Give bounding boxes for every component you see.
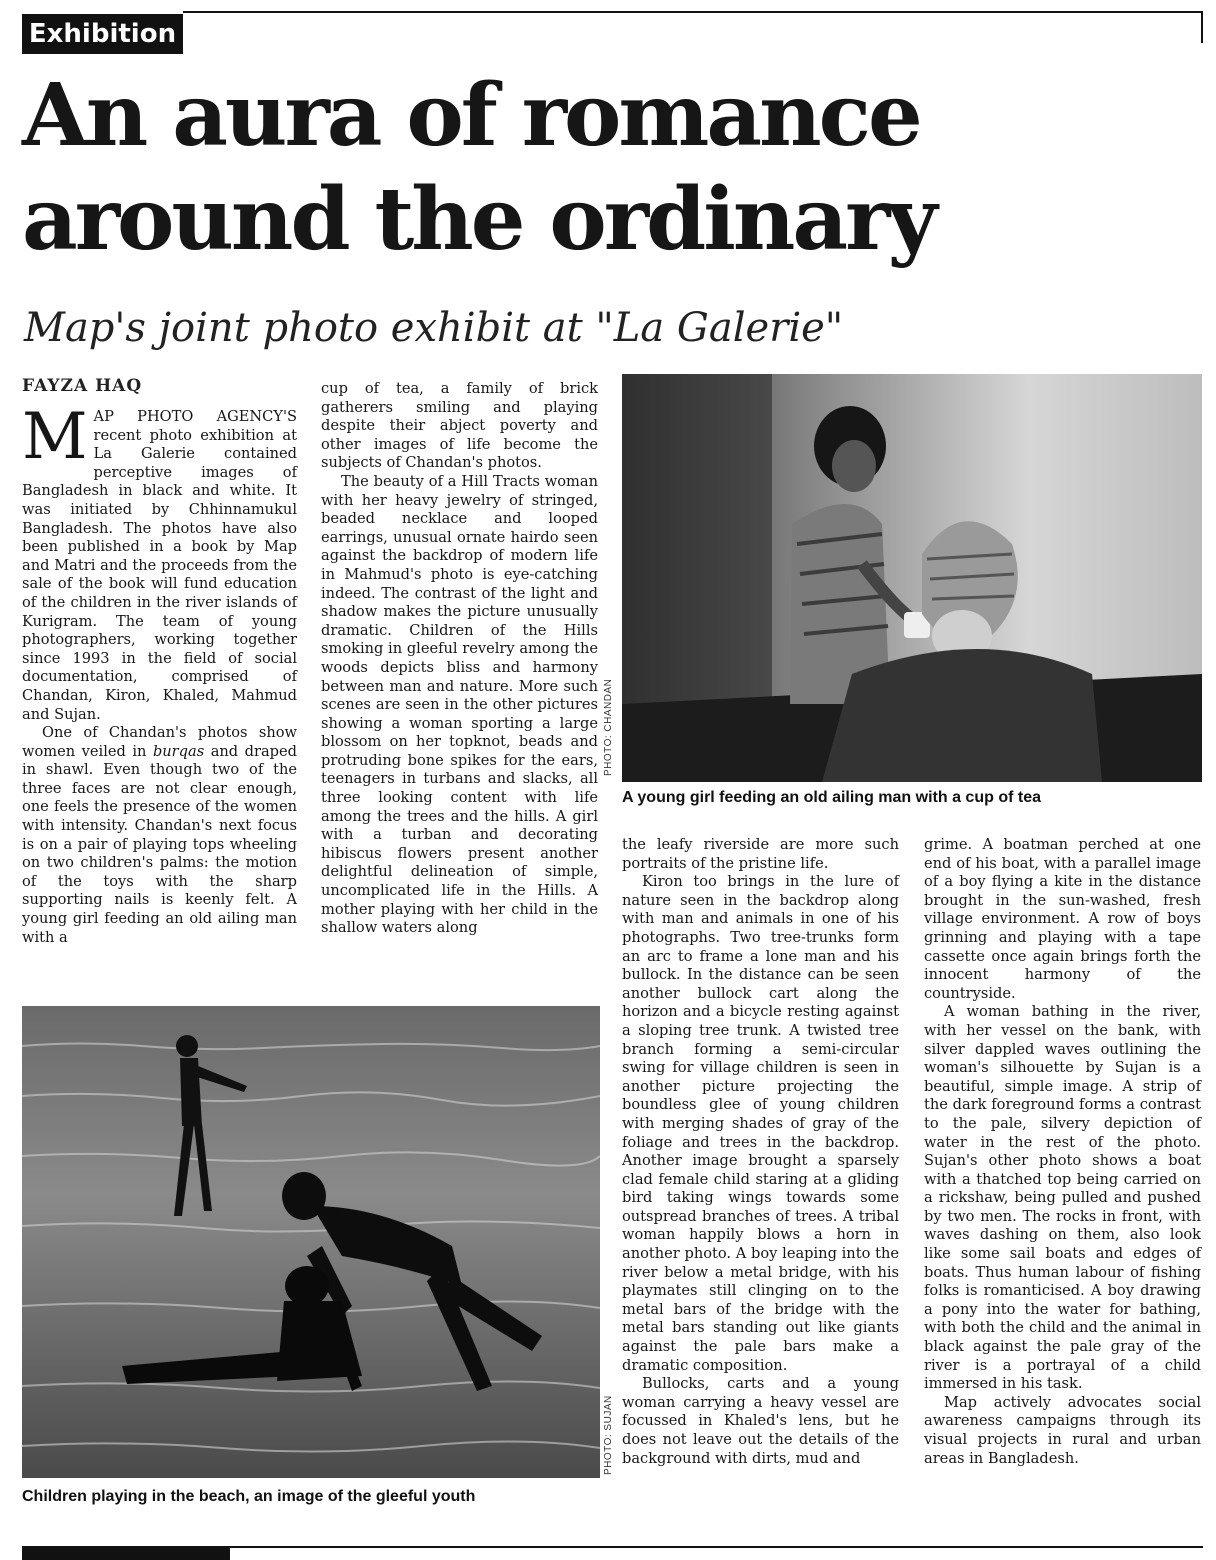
photo-credit: PHOTO: SUJAN (603, 1395, 614, 1475)
byline: FAYZA HAQ (22, 376, 143, 396)
photo-caption: A young girl feeding an old ailing man with a cup of tea (622, 789, 1041, 806)
photo-girl-feeding-old-man (622, 374, 1202, 782)
paragraph-text: One of Chandan's photos show women veiled in (22, 724, 297, 760)
header-rule (183, 11, 1203, 13)
header-rule-right (1201, 11, 1203, 43)
footer-rule (230, 1546, 1203, 1548)
paragraph-text: and draped in shawl. Even though two of the three faces are not clear enough, one feels the presence of the women with intensity. Chandan's next focus is on a pair of playing tops wheeling on two children's palms: the motion of the toys with the sharp supporting nails is keenly felt. A young girl feeding an old ailing man with a (22, 742, 297, 946)
paragraph: Bullocks, carts and a young woman carrying a heavy vessel are focussed in Khaled's lens, but he does not leave out the details of the background with dirts, mud and (622, 1375, 899, 1467)
drop-cap: M (22, 400, 88, 474)
article-column-2 (321, 380, 598, 938)
paragraph (22, 400, 297, 724)
paragraph-text: AP PHOTO AGENCY'S recent photo exhibition at La Galerie contained perceptive images of Bangladesh in black and white. It was initiated by Chhinnamukul Bangladesh. The photos have also been published in a book by Map and Matri and the proceeds from the sale of the book will fund education of the children in the river islands of Kurigram. The team of young photographers, working together since 1993 in the field of social documentation, comprised of Chandan, Kiron, Khaled, Mahmud and Sujan. (22, 408, 297, 723)
paragraph: grime. A boatman perched at one end of his boat, with a parallel image of a boy flying a kite in the distance brought in the sun-washed, fresh village environment. A row of boys grinning and playing with a tape cassette once again brings forth the innocent harmony of the countryside. (924, 836, 1201, 1002)
photo-image (622, 374, 1202, 782)
photo-caption: Children playing in the beach, an image of the gleeful youth (22, 1488, 476, 1505)
article-column-4 (924, 836, 1201, 1468)
subhead: Map's joint photo exhibit at "La Galerie" (24, 305, 844, 351)
paragraph: The beauty of a Hill Tracts woman with her heavy jewelry of stringed, beaded necklace and looped earrings, unusual ornate hairdo seen against the backdrop of modern life in Mahmud's photo is eye-catching indeed. The contrast of the light and shadow makes the picture unusually dramatic. Children of the Hills smoking in gleeful revelry among the woods depicts bliss and harmony between man and nature. More such scenes are seen in the other pictures showing a woman sporting a large blossom on her topknot, beads and protruding bone spikes for the ears, teenagers in turbans and slacks, all three looking content with life among the trees and the hills. A girl with a turban and decorating hibiscus flowers present another delightful delineation of simple, uncomplicated life in the Hills. A mother playing with her child in the shallow waters along (321, 472, 598, 937)
headline: An aura of romance around the ordinary (22, 65, 935, 270)
paragraph: the leafy riverside are more such portraits of the pristine life. (622, 836, 899, 872)
paragraph: A woman bathing in the river, with her vessel on the bank, with silver dappled waves outlining the woman's silhouette by Sujan is a beautiful, simple image. A strip of the dark foreground forms a contrast to the pale, silvery depiction of water in the rest of the photo. Sujan's other photo shows a boat with a thatched top being carried on a rickshaw, being pulled and pushed by two men. The rocks in front, with waves dashing on them, also look like some sail boats and edges of boats. Thus human labour of fishing folks is romanticised. A boy drawing a pony into the water for bathing, with both the child and the animal in black against the pale gray of the river is a portrayal of a child immersed in his task. (924, 1003, 1201, 1393)
article-column-3 (622, 836, 899, 1468)
emphasis-text: burqas (152, 742, 205, 760)
paragraph (22, 724, 297, 947)
section-tag: Exhibition (22, 14, 183, 54)
photo-image (22, 1006, 600, 1478)
footer-section-bar (22, 1546, 230, 1560)
photo-credit: PHOTO: CHANDAN (603, 678, 614, 776)
paragraph: Map actively advocates social awareness campaigns through its visual projects in rural and urban areas in Bangladesh. (924, 1393, 1201, 1467)
article-column-1 (22, 400, 297, 947)
paragraph: cup of tea, a family of brick gatherers smiling and playing despite their abject poverty and other images of life become the subjects of Chandan's photos. (321, 380, 598, 472)
photo-children-playing-beach (22, 1006, 600, 1478)
paragraph: Kiron too brings in the lure of nature seen in the backdrop along with man and animals in one of his photographs. Two tree-trunks form an arc to frame a lone man and his bullock. In the distance can be seen another bullock cart along the horizon and a bicycle resting against a sloping tree trunk. A twisted tree branch forming a semi-circular swing for village children is seen in another picture projecting the boundless glee of young children with merging shades of gray of the foliage and trees in the backdrop. Another image brought a sparsely clad female child staring at a gliding bird taking wings towards some outspread branches of trees. A tribal woman happily blows a horn in another photo. A boy leaping into the river below a metal bridge, with his playmates still clinging on to the metal bars of the bridge with the metal bars standing out like giants against the pale bars make a dramatic composition. (622, 873, 899, 1374)
